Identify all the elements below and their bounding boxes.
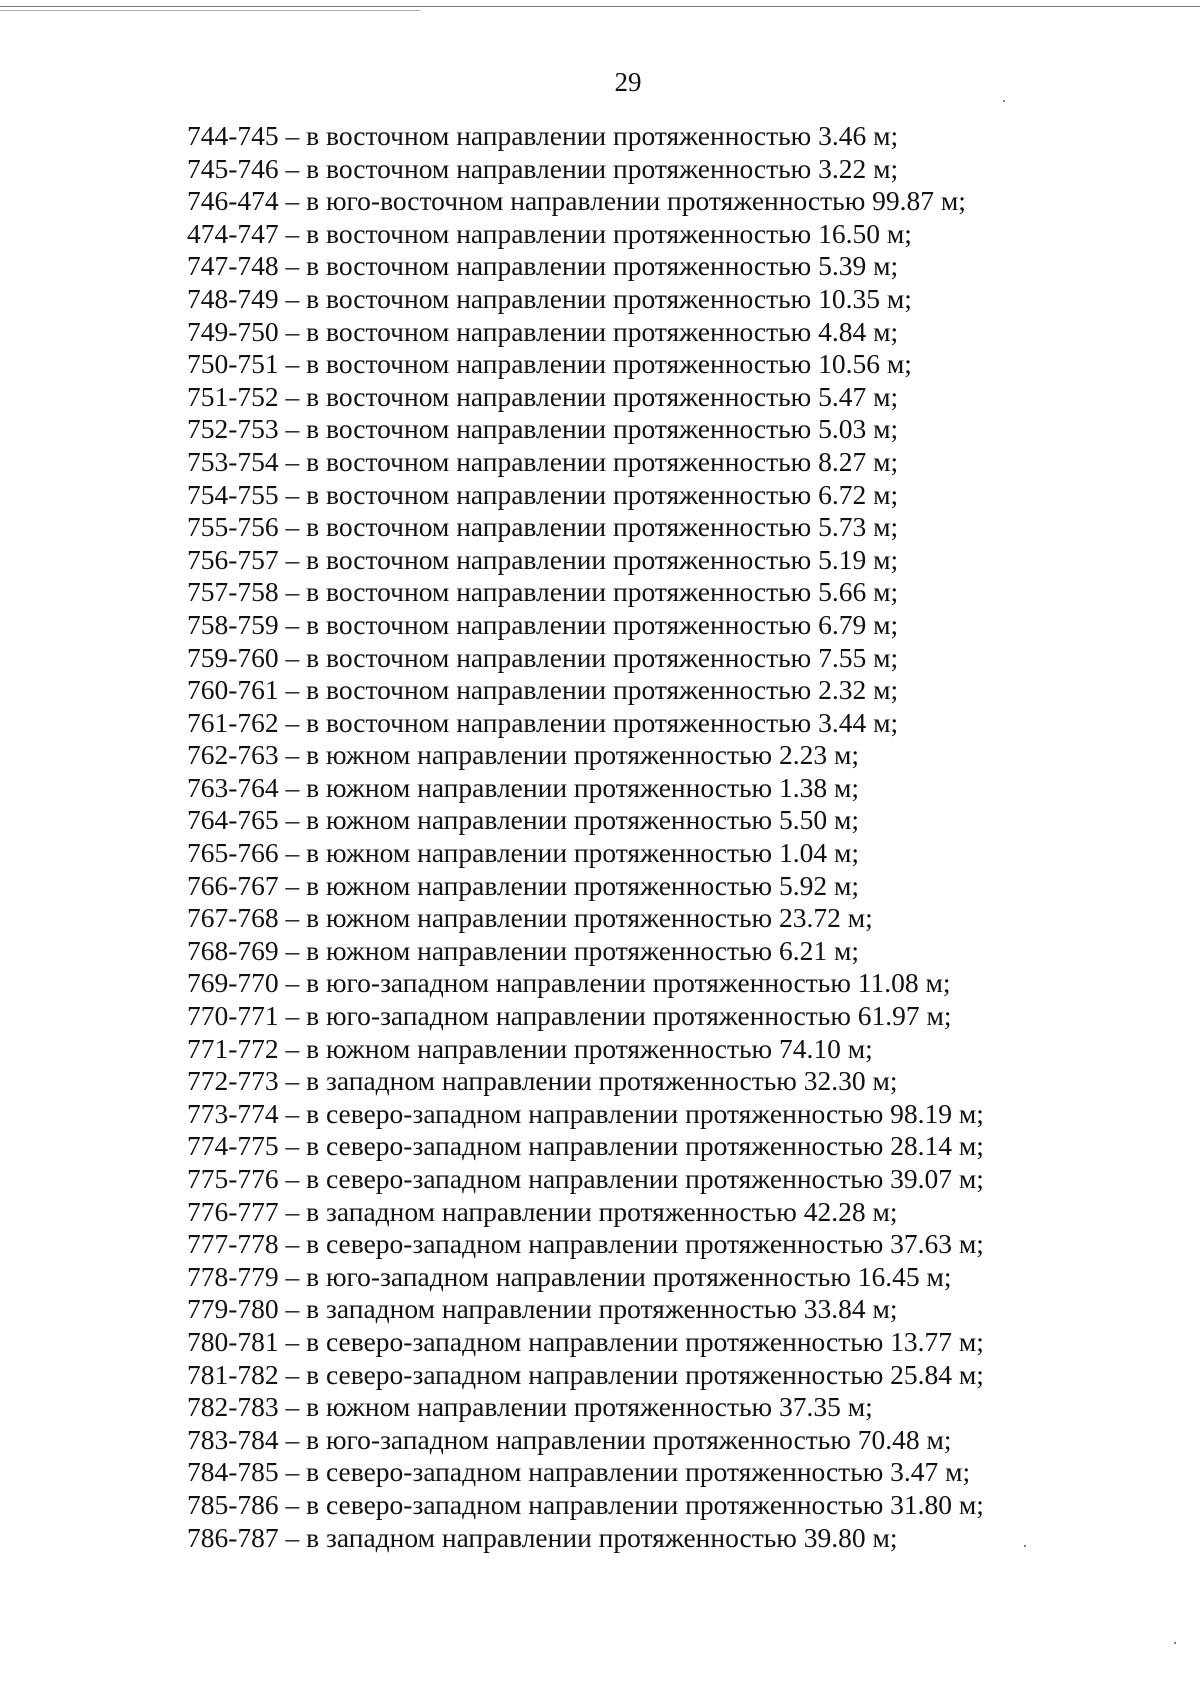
list-item: 780-781 – в северо-западном направлении протяженностью 13.77 м; bbox=[187, 1325, 984, 1357]
list-item: 776-777 – в западном направлении протяженностью 42.28 м; bbox=[187, 1195, 898, 1227]
list-item: 770-771 – в юго-западном направлении протяженностью 61.97 м; bbox=[187, 1000, 952, 1032]
list-item: 777-778 – в северо-западном направлении протяженностью 37.63 м; bbox=[187, 1228, 984, 1260]
list-item: 778-779 – в юго-западном направлении протяженностью 16.45 м; bbox=[187, 1260, 952, 1292]
list-item: 759-760 – в восточном направлении протяженностью 7.55 м; bbox=[187, 641, 899, 673]
list-item: 766-767 – в южном направлении протяженностью 5.92 м; bbox=[187, 869, 860, 901]
list-item: 784-785 – в северо-западном направлении протяженностью 3.47 м; bbox=[187, 1456, 971, 1488]
scan-edge-line bbox=[0, 6, 1200, 7]
scan-speck bbox=[1174, 1642, 1176, 1644]
list-item: 783-784 – в юго-западном направлении протяженностью 70.48 м; bbox=[187, 1423, 952, 1455]
list-item: 782-783 – в южном направлении протяженностью 37.35 м; bbox=[187, 1391, 873, 1423]
list-item: 768-769 – в южном направлении протяженностью 6.21 м; bbox=[187, 934, 860, 966]
list-item: 763-764 – в южном направлении протяженностью 1.38 м; bbox=[187, 771, 860, 803]
list-item: 756-757 – в восточном направлении протяженностью 5.19 м; bbox=[187, 543, 899, 575]
list-item: 769-770 – в юго-западном направлении протяженностью 11.08 м; bbox=[187, 967, 951, 999]
scan-speck bbox=[1003, 100, 1005, 102]
list-item: 747-748 – в восточном направлении протяженностью 5.39 м; bbox=[187, 250, 899, 282]
list-item: 744-745 – в восточном направлении протяженностью 3.46 м; bbox=[187, 120, 899, 151]
list-item: 786-787 – в западном направлении протяженностью 39.80 м; bbox=[187, 1521, 898, 1553]
list-item: 772-773 – в западном направлении протяженностью 32.30 м; bbox=[187, 1065, 898, 1097]
list-item: 781-782 – в северо-западном направлении протяженностью 25.84 м; bbox=[187, 1358, 984, 1390]
list-item: 749-750 – в восточном направлении протяженностью 4.84 м; bbox=[187, 315, 899, 347]
list-item: 785-786 – в северо-западном направлении протяженностью 31.80 м; bbox=[187, 1488, 984, 1520]
list-item: 745-746 – в восточном направлении протяженностью 3.22 м; bbox=[187, 152, 899, 184]
list-item: 748-749 – в восточном направлении протяженностью 10.35 м; bbox=[187, 282, 912, 314]
list-item: 751-752 – в восточном направлении протяженностью 5.47 м; bbox=[187, 380, 899, 412]
list-item: 767-768 – в южном направлении протяженностью 23.72 м; bbox=[187, 902, 873, 934]
list-item: 758-759 – в восточном направлении протяженностью 6.79 м; bbox=[187, 608, 899, 640]
list-item: 760-761 – в восточном направлении протяженностью 2.32 м; bbox=[187, 674, 899, 706]
page-number: 29 bbox=[614, 67, 642, 97]
list-item: 765-766 – в южном направлении протяженностью 1.04 м; bbox=[187, 837, 860, 869]
list-item: 474-747 – в восточном направлении протяженностью 16.50 м; bbox=[187, 217, 912, 249]
scan-speck bbox=[1024, 1545, 1026, 1547]
list-item: 779-780 – в западном направлении протяженностью 33.84 м; bbox=[187, 1293, 898, 1325]
list-item: 775-776 – в северо-западном направлении протяженностью 39.07 м; bbox=[187, 1163, 984, 1194]
list-item: 752-753 – в восточном направлении протяженностью 5.03 м; bbox=[187, 413, 899, 445]
list-item: 754-755 – в восточном направлении протяженностью 6.72 м; bbox=[187, 478, 899, 510]
list-item: 762-763 – в южном направлении протяженностью 2.23 м; bbox=[187, 739, 860, 771]
list-item: 757-758 – в восточном направлении протяженностью 5.66 м; bbox=[187, 576, 899, 608]
boundary-description-list bbox=[187, 120, 1087, 1554]
list-item: 764-765 – в южном направлении протяженностью 5.50 м; bbox=[187, 804, 860, 836]
list-item: 755-756 – в восточном направлении протяженностью 5.73 м; bbox=[187, 511, 899, 543]
list-item: 771-772 – в южном направлении протяженностью 74.10 м; bbox=[187, 1032, 873, 1064]
list-item: 753-754 – в восточном направлении протяженностью 8.27 м; bbox=[187, 445, 899, 477]
list-item: 746-474 – в юго-восточном направлении протяженностью 99.87 м; bbox=[187, 185, 966, 217]
list-item: 761-762 – в восточном направлении протяженностью 3.44 м; bbox=[187, 706, 899, 738]
scan-edge-line-secondary bbox=[0, 10, 420, 11]
list-item: 773-774 – в северо-западном направлении протяженностью 98.19 м; bbox=[187, 1097, 984, 1129]
list-item: 750-751 – в восточном направлении протяженностью 10.56 м; bbox=[187, 348, 912, 380]
list-item: 774-775 – в северо-западном направлении протяженностью 28.14 м; bbox=[187, 1130, 984, 1162]
